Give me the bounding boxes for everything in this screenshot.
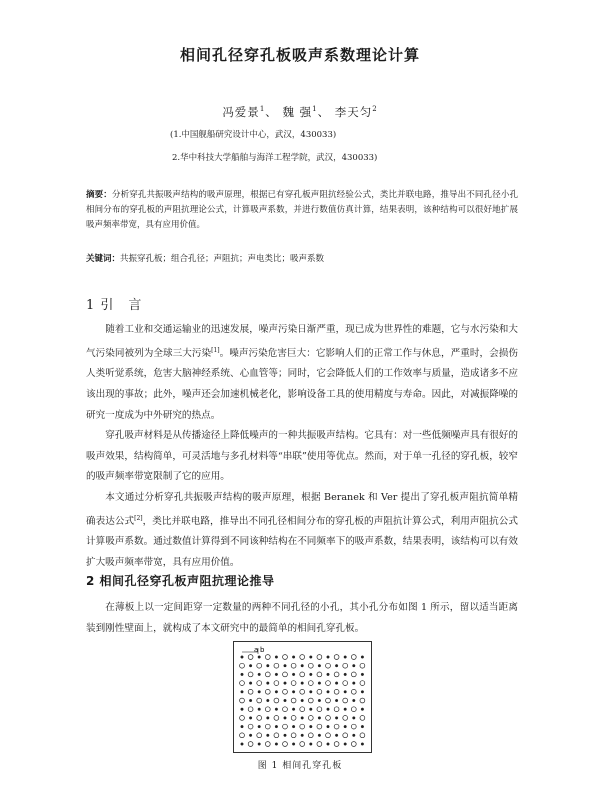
large-hole	[265, 707, 270, 712]
large-hole	[334, 742, 339, 747]
large-hole	[351, 707, 356, 712]
small-hole	[258, 708, 261, 711]
small-hole	[353, 699, 356, 702]
derivation-body	[86, 598, 518, 639]
large-hole	[317, 707, 322, 712]
small-hole	[258, 725, 261, 728]
figure-caption: 图 1 相间孔穿孔板	[257, 761, 343, 771]
author-separator: 、	[317, 105, 331, 119]
author-affil-mark: 1	[312, 105, 318, 114]
paragraph	[86, 426, 518, 488]
large-hole	[257, 681, 262, 686]
small-hole	[275, 656, 278, 659]
large-hole	[343, 663, 348, 668]
small-hole	[344, 743, 347, 746]
large-hole	[291, 698, 296, 703]
small-hole	[292, 743, 295, 746]
small-hole	[361, 673, 364, 676]
small-hole	[249, 717, 252, 720]
large-hole	[360, 716, 365, 721]
large-hole	[317, 724, 322, 729]
large-hole	[334, 707, 339, 712]
abstract-label: 摘要：	[86, 190, 112, 200]
paragraph-text: 。噪声污染危害巨大：它影响人们的正常工作与休息，严重时，会损伤人类听觉系统，危害大脑神经系统、心血管等；同时，它会降低人们的工作效率与质量，造成诸多不应该出现的事故；此外，噪声还会加速机械老化，影响设备工具的使用精度与寿命。因此，对减振降噪的研究一度成为中外研究的热点。	[86, 347, 518, 421]
large-hole	[308, 698, 313, 703]
large-hole	[360, 663, 365, 668]
large-hole	[283, 742, 288, 747]
large-hole	[257, 663, 262, 668]
large-hole	[308, 681, 313, 686]
small-hole	[258, 673, 261, 676]
small-hole	[301, 717, 304, 720]
large-hole	[240, 716, 245, 721]
small-hole	[301, 699, 304, 702]
figure-label-a: a	[254, 646, 259, 654]
small-hole	[335, 699, 338, 702]
small-hole	[344, 656, 347, 659]
large-hole	[283, 724, 288, 729]
large-hole	[343, 698, 348, 703]
small-hole	[241, 725, 244, 728]
large-hole	[248, 707, 253, 712]
small-hole	[249, 664, 252, 667]
small-hole	[318, 682, 321, 685]
small-hole	[284, 664, 287, 667]
large-hole	[334, 672, 339, 677]
large-hole	[257, 716, 262, 721]
small-hole	[353, 717, 356, 720]
author-name: 李天匀	[334, 105, 373, 119]
small-hole	[361, 708, 364, 711]
affiliation-1: (1.中国舰船研究设计中心，武汉，430033)	[170, 130, 337, 140]
keywords	[86, 252, 518, 266]
small-hole	[258, 743, 261, 746]
large-hole	[351, 655, 356, 660]
large-hole	[283, 707, 288, 712]
large-hole	[308, 716, 313, 721]
small-hole	[275, 708, 278, 711]
small-hole	[353, 682, 356, 685]
small-hole	[292, 691, 295, 694]
paragraph-text: ，类比并联电路，推导出不同孔径相间分布的穿孔板的声阻抗计算公式，利用声阻抗公式计算吸声系数。通过数值计算得到不同该种结构在不同频率下的吸声系数，结果表明，该结构可以有效扩大吸声频率带宽，具有应用价值。	[86, 515, 518, 568]
citation: [1]	[211, 346, 220, 354]
paragraph	[86, 320, 518, 426]
small-hole	[267, 717, 270, 720]
author-separator: 、	[265, 105, 278, 119]
citation: [2]	[134, 514, 143, 522]
large-hole	[351, 672, 356, 677]
large-hole	[317, 689, 322, 694]
author-line	[0, 104, 600, 120]
small-hole	[318, 734, 321, 737]
large-hole	[326, 716, 331, 721]
small-hole	[327, 708, 330, 711]
large-hole	[265, 724, 270, 729]
small-hole	[344, 708, 347, 711]
small-hole	[241, 743, 244, 746]
small-hole	[292, 708, 295, 711]
small-hole	[258, 656, 261, 659]
section-heading-intro: 1 引 言	[86, 298, 143, 313]
small-hole	[327, 656, 330, 659]
paper-title: 相间孔径穿孔板吸声系数理论计算	[179, 46, 420, 64]
small-hole	[301, 664, 304, 667]
keywords-text: 共振穿孔板；组合孔径；声阻抗；声电类比；吸声系数	[120, 254, 325, 264]
large-hole	[334, 655, 339, 660]
small-hole	[267, 664, 270, 667]
large-hole	[326, 681, 331, 686]
small-hole	[284, 682, 287, 685]
large-hole	[274, 681, 279, 686]
small-hole	[318, 717, 321, 720]
large-hole	[240, 681, 245, 686]
small-hole	[335, 682, 338, 685]
large-hole	[265, 689, 270, 694]
large-hole	[248, 655, 253, 660]
large-hole	[326, 698, 331, 703]
small-hole	[284, 734, 287, 737]
affiliation-2: 2.华中科技大学船舶与海洋工程学院，武汉，430033)	[172, 153, 378, 163]
intro-body	[86, 320, 518, 574]
small-hole	[310, 708, 313, 711]
large-hole	[308, 663, 313, 668]
small-hole	[327, 691, 330, 694]
small-hole	[361, 691, 364, 694]
large-hole	[240, 698, 245, 703]
small-hole	[275, 673, 278, 676]
large-hole	[300, 655, 305, 660]
small-hole	[361, 656, 364, 659]
large-hole	[300, 742, 305, 747]
small-hole	[275, 691, 278, 694]
figure-label-b: b	[260, 646, 265, 654]
large-hole	[265, 655, 270, 660]
large-hole	[274, 698, 279, 703]
large-hole	[326, 663, 331, 668]
paragraph-text: 穿孔吸声材料是从传播途径上降低噪声的一种共振吸声结构。它具有：对一些低频噪声具有很好的吸声效果，结构简单，可灵活地与多孔材料等“串联”使用等优点。然而，对于单一孔径的穿孔板，较窄的吸声频率带宽限制了它的应用。	[86, 430, 518, 483]
small-hole	[284, 699, 287, 702]
abstract-text: 分析穿孔共振吸声结构的吸声原理，根据已有穿孔板声阻抗经验公式，类比并联电路，推导出不同孔径小孔相间分布的穿孔板的声阻抗理论公式，计算吸声系数，并进行数值仿真计算，结果表明，该种结构可以很好地扩展吸声频率带宽，具有应用价值。	[86, 190, 518, 230]
small-hole	[310, 656, 313, 659]
large-hole	[326, 733, 331, 738]
large-hole	[300, 689, 305, 694]
abstract	[86, 188, 518, 233]
hole-pattern-diagram	[234, 642, 371, 752]
small-hole	[301, 734, 304, 737]
small-hole	[310, 725, 313, 728]
author-name: 魏 强	[282, 105, 313, 119]
figure-perforated-plate	[233, 641, 372, 753]
small-hole	[327, 673, 330, 676]
small-hole	[353, 664, 356, 667]
large-hole	[300, 672, 305, 677]
small-hole	[344, 725, 347, 728]
large-hole	[317, 672, 322, 677]
large-hole	[343, 716, 348, 721]
small-hole	[275, 725, 278, 728]
small-hole	[327, 725, 330, 728]
small-hole	[249, 682, 252, 685]
large-hole	[240, 733, 245, 738]
section-heading-derivation: 2 相间孔径穿孔板声阻抗理论推导	[86, 574, 275, 588]
large-hole	[283, 655, 288, 660]
small-hole	[327, 743, 330, 746]
large-hole	[248, 672, 253, 677]
large-hole	[317, 655, 322, 660]
small-hole	[241, 691, 244, 694]
large-hole	[240, 663, 245, 668]
keywords-label: 关键词：	[86, 254, 121, 264]
small-hole	[249, 699, 252, 702]
large-hole	[283, 689, 288, 694]
large-hole	[257, 698, 262, 703]
large-hole	[274, 716, 279, 721]
large-hole	[291, 663, 296, 668]
paragraph-text: 在薄板上以一定间距穿一定数量的两种不同孔径的小孔，其小孔分布如图 1 所示，留以适当距离装到刚性壁面上，就构成了本文研究中的最简单的相间孔穿孔板。	[86, 602, 518, 634]
small-hole	[344, 691, 347, 694]
large-hole	[265, 742, 270, 747]
large-hole	[343, 681, 348, 686]
large-hole	[291, 716, 296, 721]
large-hole	[283, 672, 288, 677]
small-hole	[241, 673, 244, 676]
small-hole	[241, 708, 244, 711]
large-hole	[360, 698, 365, 703]
large-hole	[334, 724, 339, 729]
small-hole	[292, 656, 295, 659]
paragraph-text: 随着工业和交通运输业的迅速发展，噪声污染日渐严重，现已成为世界性的难题，它与水污染和大气污染同被列为全球三大污染	[86, 324, 518, 359]
large-hole	[300, 707, 305, 712]
small-hole	[258, 691, 261, 694]
small-hole	[275, 743, 278, 746]
large-hole	[343, 733, 348, 738]
small-hole	[344, 673, 347, 676]
small-hole	[335, 734, 338, 737]
small-hole	[361, 725, 364, 728]
paragraph-text: 本文通过分析穿孔共振吸声结构的吸声原理，根据 Beranek 和 Ver 提出了穿孔板声阻抗简单精确表达公式	[86, 491, 518, 527]
large-hole	[351, 689, 356, 694]
paragraph	[86, 488, 518, 574]
small-hole	[310, 691, 313, 694]
large-hole	[334, 689, 339, 694]
small-hole	[292, 725, 295, 728]
paragraph	[86, 598, 518, 639]
large-hole	[300, 724, 305, 729]
large-hole	[248, 689, 253, 694]
large-hole	[308, 733, 313, 738]
large-hole	[360, 733, 365, 738]
author-name: 冯爱景	[222, 105, 260, 119]
small-hole	[301, 682, 304, 685]
large-hole	[265, 672, 270, 677]
large-hole	[248, 724, 253, 729]
small-hole	[267, 699, 270, 702]
small-hole	[310, 743, 313, 746]
large-hole	[351, 724, 356, 729]
large-hole	[317, 742, 322, 747]
small-hole	[318, 664, 321, 667]
small-hole	[310, 673, 313, 676]
large-hole	[248, 742, 253, 747]
small-hole	[249, 734, 252, 737]
author-affil-mark: 1	[259, 105, 266, 114]
large-hole	[257, 733, 262, 738]
small-hole	[361, 743, 364, 746]
small-hole	[241, 656, 244, 659]
large-hole	[274, 733, 279, 738]
small-hole	[353, 734, 356, 737]
small-hole	[335, 717, 338, 720]
large-hole	[291, 681, 296, 686]
large-hole	[360, 681, 365, 686]
author-affil-mark: 2	[372, 105, 378, 114]
small-hole	[267, 734, 270, 737]
small-hole	[284, 717, 287, 720]
small-hole	[292, 673, 295, 676]
small-hole	[267, 682, 270, 685]
small-hole	[335, 664, 338, 667]
large-hole	[274, 663, 279, 668]
small-hole	[318, 699, 321, 702]
large-hole	[291, 733, 296, 738]
large-hole	[351, 742, 356, 747]
